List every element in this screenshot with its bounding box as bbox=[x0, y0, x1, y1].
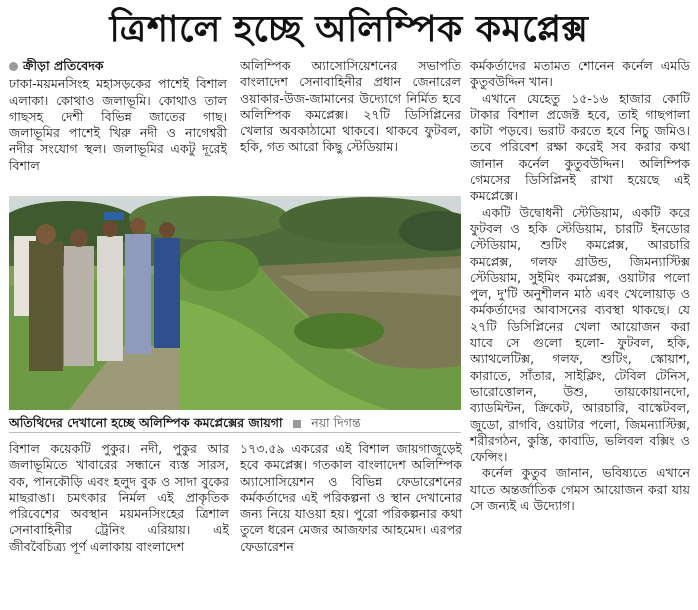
paragraph: অলিম্পিক অ্যাসোসিয়েশনের সভাপতি বাংলাদেশ সেনাবাহিনীর প্রধান জেনারেল ওয়াকার-উজ-জামানের উদ্যোগে নির্মিত হবে অলিম্পিক কমপ্লেক্স। ২৭টি ডিসিপ্লিনের খেলার অবকাঠামো থাকবে। থাকবে ফুটবল, হকি, গত আরো কিছু স্টেডিয়াম। bbox=[240, 58, 461, 155]
caption-text: অতিথিদের দেখানো হচ্ছে অলিম্পিক কমপ্লেক্সের জায়গা bbox=[9, 415, 283, 430]
byline bbox=[9, 58, 227, 74]
headline: ত্রিশালে হচ্ছে অলিম্পিক কমপ্লেক্স bbox=[109, 8, 589, 50]
paragraph: ১৭৩.৫৯ একরের এই বিশাল জায়গাজুড়েই হবে কমপ্লেক্স। গতকাল বাংলাদেশ অলিম্পিক অ্যাসোসিয়েশন ও বিভিন্ন ফেডারেশনের কর্মকর্তাদের এই পরিকল্পনা ও স্থান দেখানোর জন্য নিয়ে যাওয়া হয়। পুরো পরিকল্পনার কথা তুলে ধরেন মেজর আজফার আহমেদ। এরপর ফেডারেশন bbox=[240, 441, 462, 554]
photo-credit: নয়া দিগন্ত bbox=[311, 415, 361, 430]
article-column-3 bbox=[470, 58, 690, 606]
paragraph: একটি উদ্বোধনী স্টেডিয়াম, একটি করে ফুটবল ও হকি স্টেডিয়াম, চারটি ইনডোর স্টেডিয়াম, শুটিং কমপ্লেক্স, আরচারি কমপ্লেক্স, গলফ গ্রাউন্ড, জিমন্যাস্টিক্স স্টেডিয়াম, সুইমিং কমপ্লেক্স, ওয়াটার পলো পুল, দু'টি অনুশীলন মাঠ এবং খেলোয়াড় ও কর্মকর্তাদের আবাসনের ব্যবস্থা থাকছে। যে ২৭টি ডিসিপ্লিনের খেলা আয়োজন করা যাবে সে গুলো হলো- ফুটবল, হকি, অ্যাথলেটিক্স, গলফ, শুটিং, স্কোয়াশ, কারাতে, সাঁতার, সাইক্লিং, টেবিল টেনিস, ভারোত্তোলন, উশু, তায়কোয়ানদো, ব্যাডমিন্টন, ক্রিকেট, আরচারি, বাস্কেটবল, জুডো, রাগবি, ওয়াটার পলো, জিমন্যাস্টিক্স, শরীরগঠন, কুস্তি, কাবাডি, ভলিবল বক্সিং ও ফেন্সিং। bbox=[470, 204, 690, 465]
paragraph: বিশাল কয়েকটি পুকুর। নদী, পুকুর আর জলাভূমিতে খাবারের সন্ধানে ব্যস্ত সারস, বক, পানকৌড়ি এবং হলুদ বুক ও সাদা বুকের মাছরাঙা। চমৎকার নির্মল এই প্রাকৃতিক পরিবেশের অবস্থান ময়মনসিংহের ত্রিশাল সেনাবাহিনীর ট্রেনিং এরিয়ায়। এই জীববৈচিত্র্য পূর্ণ এলাকায় বাংলাদেশ bbox=[9, 441, 229, 554]
paragraph: ঢাকা-ময়মনসিংহ মহাসড়কের পাশেই বিশাল এলাকা। কোথাও জলাভূমি। কোথাও তাল গাছসহ দেশী বিভিন্ন জাতের গাছ। জলাভূমির পাশেই খিরু নদী ও নাগেশ্বরী নদীর সংযোগ স্থল। জলাভূমির একটু দূরেই বিশাল bbox=[9, 76, 227, 173]
paragraph: কর্মকর্তাদের মতামত শোনেন কর্নেল এমডি কুতুবউদ্দিন খান। bbox=[470, 58, 690, 90]
news-photo bbox=[9, 196, 461, 410]
bullet-icon bbox=[9, 62, 18, 71]
square-bullet-icon bbox=[293, 420, 301, 428]
article-column-1-bottom bbox=[9, 441, 229, 606]
news-photo-illustration bbox=[9, 196, 461, 410]
photo-caption bbox=[9, 414, 461, 433]
article-column-2-top bbox=[240, 58, 461, 192]
byline-text: ক্রীড়া প্রতিবেদক bbox=[23, 58, 104, 73]
article-column-2-bottom bbox=[240, 441, 462, 606]
paragraph: কর্নেল কুতুব জানান, ভবিষ্যতে এখানে যাতে অন্তর্জাতিক গেমস আয়োজন করা যায় সে জন্যই এ উদ্যোগ। bbox=[470, 465, 690, 514]
paragraph: এখানে যেহেতু ১৫-১৬ হাজার কোটি টাকার বিশাল প্রজেক্ট হবে, তাই গাছপালা কাটা পড়বে। ভরাট করতে হবে নিচু জমিও। তবে পরিবেশ রক্ষা করেই সব করার কথা জানান কর্নেল কুতুবউদ্দিন। অলিম্পিক গেমসের ডিসিপ্লিনই রাখা হয়েছে এই কমপ্লেক্সে। bbox=[470, 90, 690, 204]
article-column-1-top bbox=[9, 58, 227, 192]
